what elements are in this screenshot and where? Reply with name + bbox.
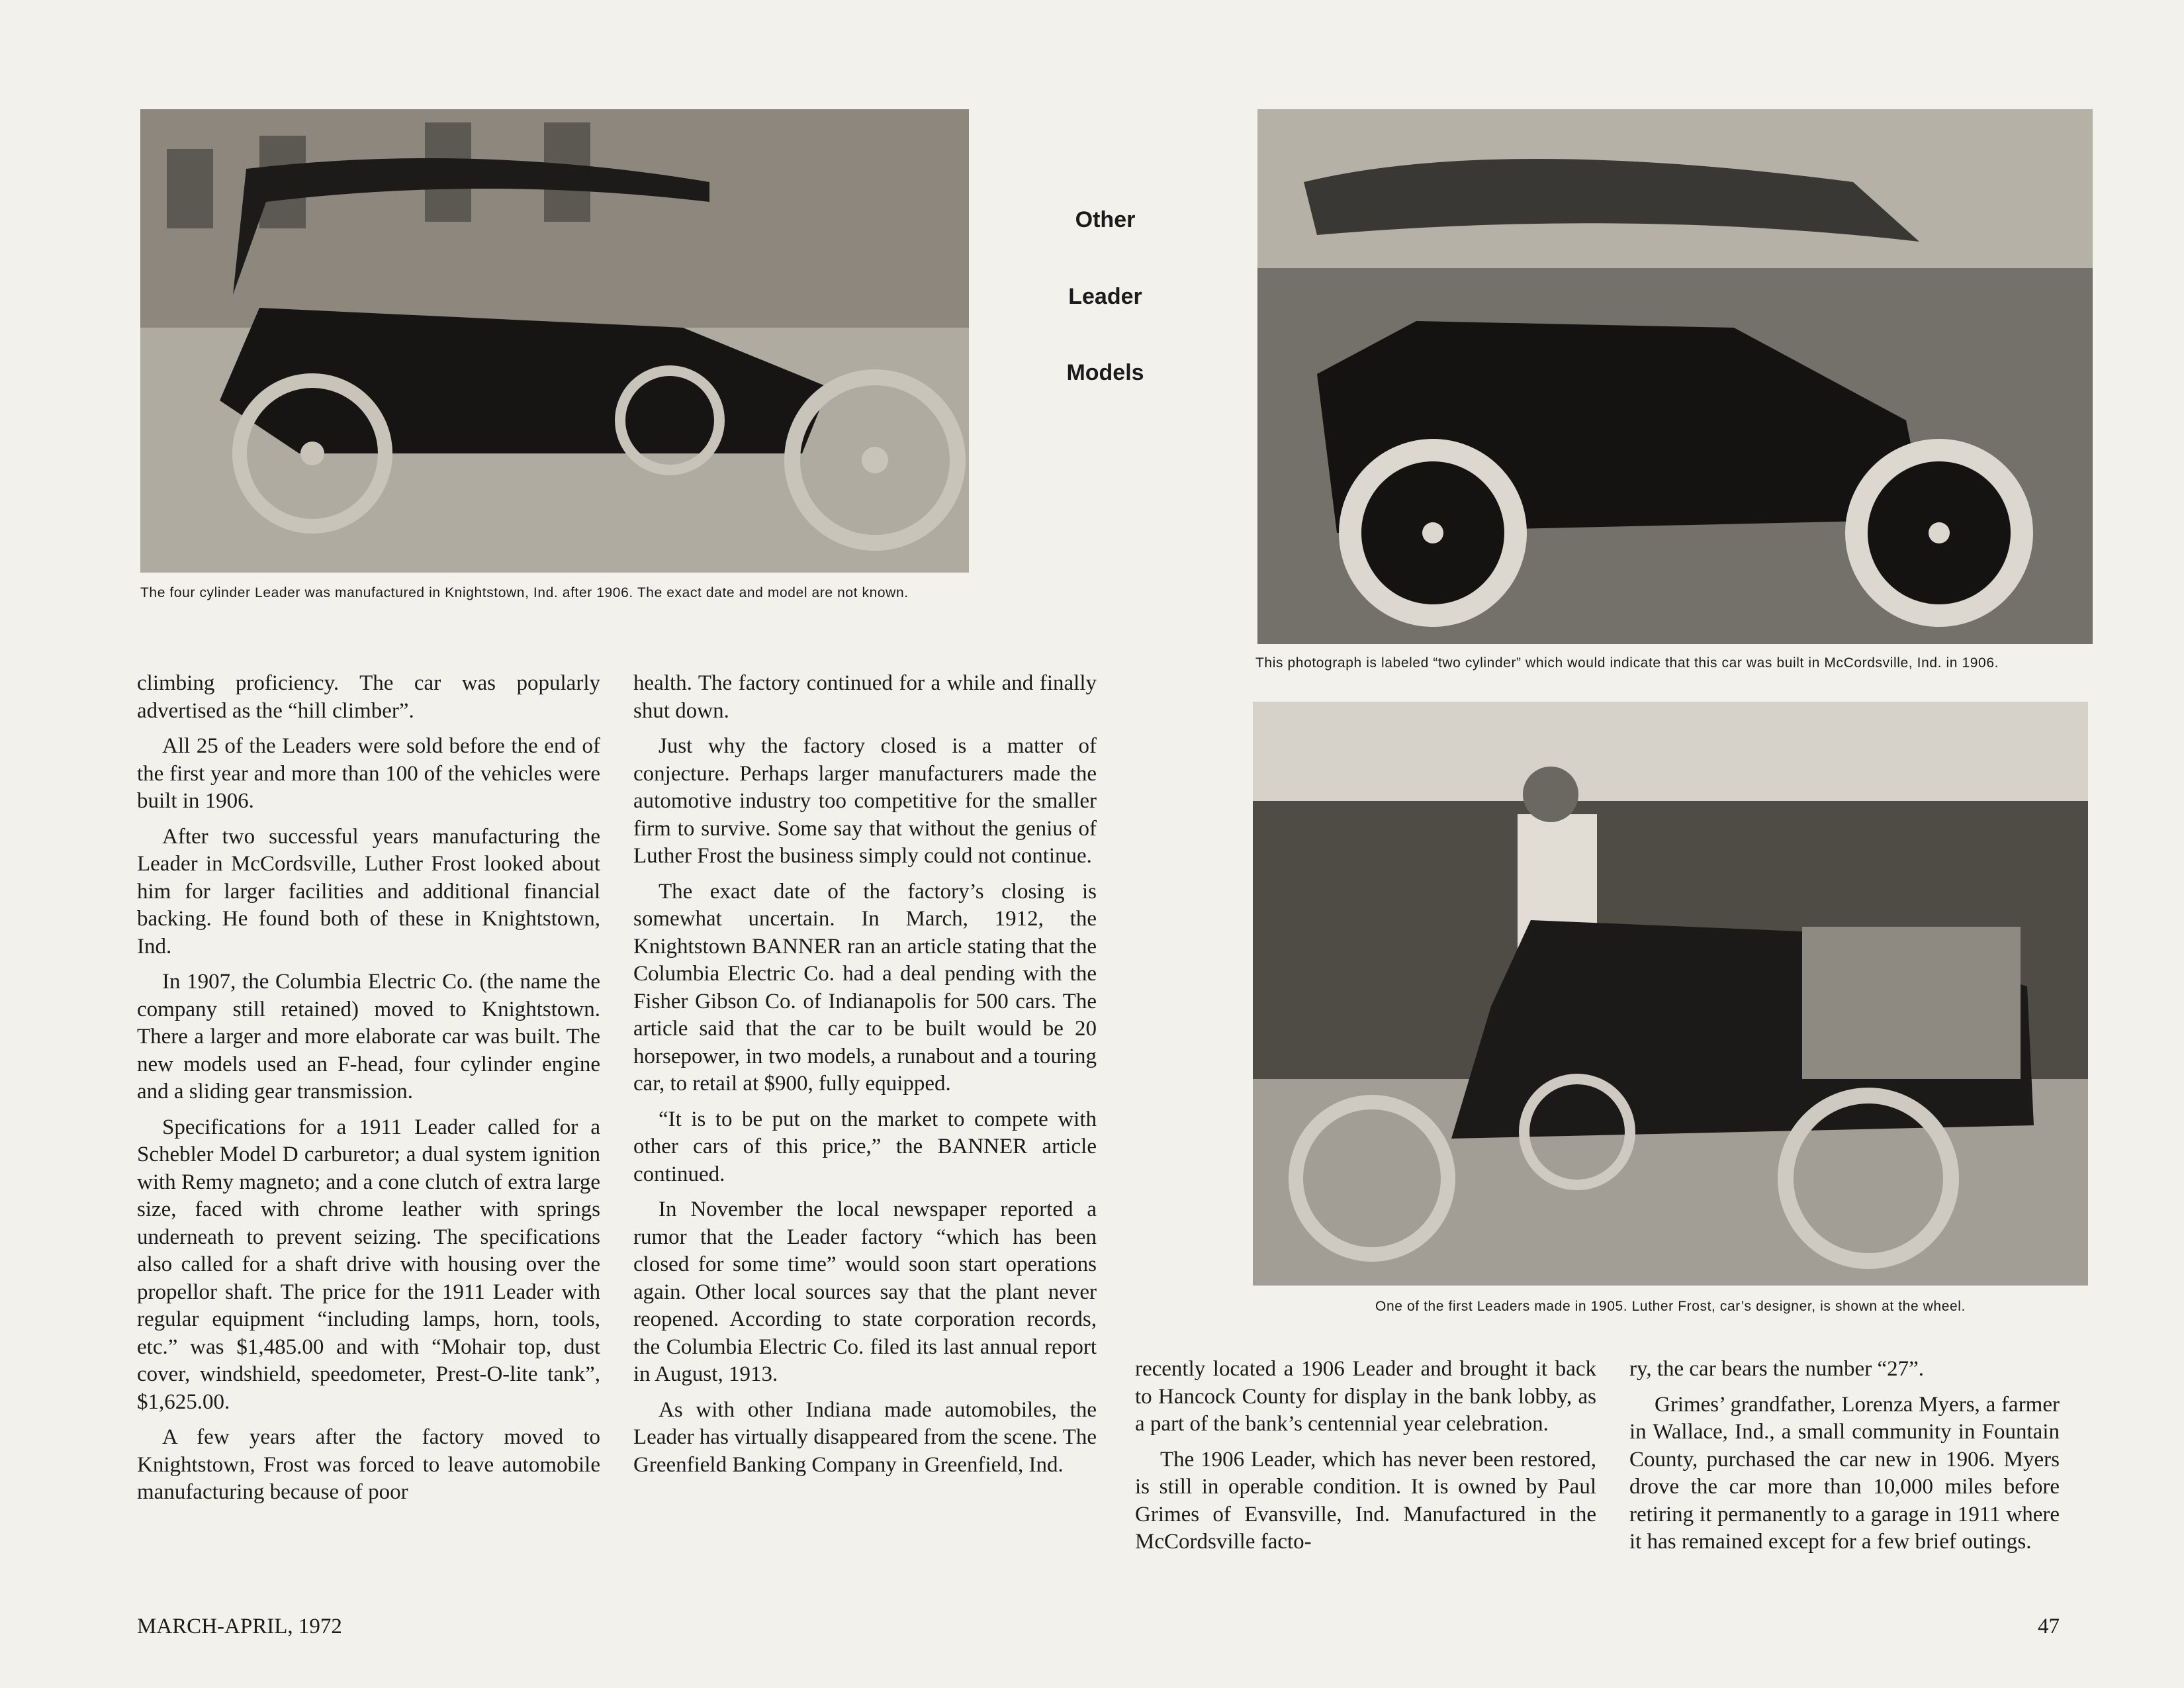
page-number: 47 [2038,1615,2060,1638]
paragraph: Just why the factory closed is a matter of conjecture. Perhaps larger manufacturers made the automotive industry too competitive for the smaller firm to survive. Some say that without the genius of Luther Frost the business simply could not continue. [633,734,1097,868]
article-column-3 [1135,1356,1596,1564]
article-column-2 [633,670,1097,1487]
paragraph: In 1907, the Columbia Electric Co. (the name the company still retained) moved to Knightstown. There a larger and more elaborate car was built. The new models used an F-head, four cylinder engine and a sliding gear transmission. [137,970,600,1103]
article-column-4 [1629,1356,2060,1564]
paragraph: The exact date of the factory’s closing is somewhat uncertain. In March, 1912, the Knightstown BANNER ran an article stating that the Columbia Electric Co. had a deal pending with the Fisher Gibson Co. of Indianapolis for 500 cars. The article said that the car to be built would be 20 horsepower, in two models, a runabout and a touring car, to retail at $900, fully equipped. [633,879,1097,1096]
paragraph: “It is to be put on the market to compete with other cars of this price,” the BANNER article continued. [633,1107,1097,1186]
paragraph: recently located a 1906 Leader and brought it back to Hancock County for display in the bank lobby, as a part of the bank’s centennial year celebration. [1135,1357,1596,1436]
issue-date: MARCH-APRIL, 1972 [137,1615,342,1638]
photo-two-cylinder-leader [1257,109,2093,644]
paragraph: All 25 of the Leaders were sold before the end of the first year and more than 100 of the vehicles were built in 1906. [137,734,600,813]
photo-first-leader-1905 [1253,702,2088,1286]
section-heading-models: Models [1066,360,1144,385]
paragraph: After two successful years manufacturing the Leader in McCordsville, Luther Frost looked about him for larger facilities and additional financial backing. He found both of these in Knightstown, Ind. [137,824,600,959]
paragraph: In November the local newspaper reported a rumor that the Leader factory “which has been closed for some time” would soon start operations again. Other local sources say that the plant never reopened. According to state corporation records, the Columbia Electric Co. filed its last annual report in August, 1913. [633,1197,1097,1386]
photo-caption-bottom-right: One of the first Leaders made in 1905. Luther Frost, car’s designer, is shown at the wheel. [1375,1299,1966,1314]
paragraph: Specifications for a 1911 Leader called for a Schebler Model D carburetor; a dual system ignition with Remy magneto; and a cone clutch of extra large size, faced with chrome leather with springs underneath to prevent seizing. The specifications also called for a shaft drive with housing over the propellor shaft. The price for the 1911 Leader with regular equipment “including lamps, horn, tools, etc.” was $1,485.00 and with “Mohair top, dust cover, windshield, speedometer, Prest-O-lite tank”, $1,625.00. [137,1115,600,1414]
paragraph: health. The factory continued for a while and finally shut down. [633,671,1097,723]
paragraph: As with other Indiana made automobiles, the Leader has virtually disappeared from the scene. The Greenfield Banking Company in Greenfield, Ind. [633,1397,1097,1477]
paragraph: climbing proficiency. The car was popularly advertised as the “hill climber”. [137,671,600,723]
photo-caption-top-right: This photograph is labeled “two cylinder” which would indicate that this car was built in McCordsville, Ind. in 1906. [1255,655,1999,671]
photo-caption-top-left: The four cylinder Leader was manufactured in Knightstown, Ind. after 1906. The exact date and model are not known. [140,585,909,600]
photo-four-cylinder-leader [140,109,969,573]
article-column-1 [137,670,600,1515]
paragraph: The 1906 Leader, which has never been restored, is still in operable condition. It is owned by Paul Grimes of Evansville, Ind. Manufactured in the McCordsville facto- [1135,1447,1596,1554]
paragraph: ry, the car bears the number “27”. [1629,1357,1924,1381]
paragraph: A few years after the factory moved to Knightstown, Frost was forced to leave automobile manufacturing because of poor [137,1425,600,1504]
section-heading-leader: Leader [1068,284,1142,309]
paragraph: Grimes’ grandfather, Lorenza Myers, a farmer in Wallace, Ind., a small community in Fountain County, purchased the car new in 1906. Myers drove the car more than 10,000 miles before retiring it permanently to a garage in 1911 where it has remained except for a few brief outings. [1629,1392,2060,1554]
section-heading-other: Other [1075,207,1136,232]
